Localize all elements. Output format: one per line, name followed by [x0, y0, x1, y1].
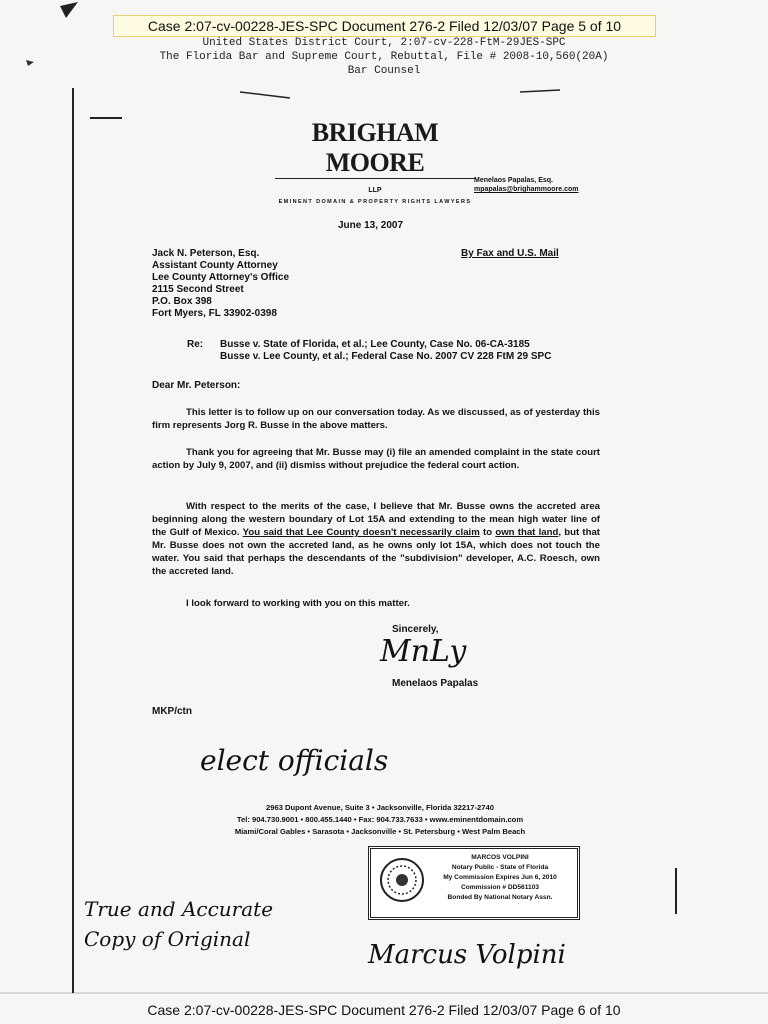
- para3-underlined-2: own that land: [495, 527, 559, 538]
- notary-name: MARCOS VOLPINI: [471, 854, 529, 861]
- notary-seal-icon: [379, 857, 425, 903]
- paragraph-3: [152, 500, 600, 578]
- case-header: Case 2:07-cv-00228-JES-SPC Document 276-2 Filed 12/03/07 Page 5 of 10: [113, 15, 656, 37]
- signer-name: Menelaos Papalas: [392, 678, 479, 689]
- author-block: [474, 176, 578, 194]
- recipient-line: Lee County Attorney's Office: [152, 272, 290, 283]
- recipient-line: Assistant County Attorney: [152, 260, 278, 271]
- closing: Sincerely,: [392, 624, 439, 635]
- case-footer: Case 2:07-cv-00228-JES-SPC Document 276-2 Filed 12/03/07 Page 6 of 10: [147, 1002, 621, 1018]
- para3-text-b: to: [479, 527, 496, 538]
- paragraph-1: This letter is to follow up on our conversation today. As we discussed, as of yesterday this firm represents Jorg R. Busse in the above matters.: [152, 407, 600, 431]
- salutation: Dear Mr. Peterson:: [152, 380, 241, 391]
- bar-counsel-line: Bar Counsel: [347, 65, 421, 77]
- notary-signature: Marcus Volpini: [368, 940, 566, 970]
- firm-tagline: EMINENT DOMAIN & PROPERTY RIGHTS LAWYERS: [278, 199, 472, 205]
- firm-suffix: LLP: [368, 187, 382, 194]
- address-footer: [150, 802, 610, 838]
- notary-line: Commission # DD561103: [460, 884, 540, 891]
- paragraph-2: Thank you for agreeing that Mr. Busse may (i) file an amended complaint in the state court action by July 9, 2007, and (ii) dismiss without prejudice the federal court action.: [152, 447, 600, 471]
- author-signature: MnLy: [380, 634, 467, 669]
- bar-line: The Florida Bar and Supreme Court, Rebuttal, File # 2008-10,560(20A): [159, 51, 609, 63]
- court-line: United States District Court, 2:07-cv-228-FtM-29JES-SPC: [202, 37, 566, 49]
- notary-line: Bonded By National Notary Assn.: [447, 894, 553, 901]
- recipient-block: [152, 248, 289, 320]
- offices-line: Miami/Coral Gables • Sarasota • Jacksonville • St. Petersburg • West Palm Beach: [234, 827, 526, 836]
- firm-name: BRIGHAM MOORE: [275, 118, 475, 179]
- paragraph-4: I look forward to working with you on this matter.: [186, 598, 410, 609]
- delivery-method: By Fax and U.S. Mail: [461, 248, 559, 259]
- para3-text-c: , but that Mr. Busse does not own the accreted land, as he owns only lot 15A, which does not touch the water. You said that perhaps the descendants of the "subdivision" developer, A.C. Roesch, own the accreted land.: [152, 527, 601, 577]
- re-line: Busse v. Lee County, et al.; Federal Case No. 2007 CV 228 FtM 29 SPC: [220, 351, 552, 362]
- re-label: Re:: [187, 339, 204, 350]
- author-name: Menelaos Papalas, Esq.: [474, 177, 553, 184]
- para3-underlined: You said that Lee County doesn't necessarily claim: [242, 527, 480, 538]
- re-line: Busse v. State of Florida, et al.; Lee County, Case No. 06-CA-3185: [220, 339, 530, 350]
- phone-line: Tel: 904.730.9001 • 800.455.1440 • Fax: 904.733.7633 • www.eminentdomain.com: [236, 815, 524, 824]
- author-email: mpapalas@brighammoore.com: [474, 186, 579, 193]
- certification-note: [84, 894, 273, 954]
- re-block: [220, 339, 551, 363]
- para3-text-a: With respect to the merits of the case, I believe that Mr. Busse owns the accreted area beginning along the western boundary of Lot 15A and extending to the mean high water line of the Gulf of Mexico.: [152, 501, 600, 538]
- certification-line: Copy of Original: [84, 927, 251, 951]
- notary-line: My Commission Expires Jun 6, 2010: [443, 874, 557, 881]
- address-line: 2963 Dupont Avenue, Suite 3 • Jacksonville, Florida 32217-2740: [266, 803, 494, 812]
- initials: MKP/ctn: [152, 706, 192, 717]
- recipient-line: P.O. Box 398: [152, 296, 212, 307]
- certification-line: True and Accurate: [84, 897, 274, 921]
- notary-line: Notary Public - State of Florida: [451, 864, 549, 871]
- handwritten-note: elect officials: [200, 744, 389, 777]
- notary-stamp: [368, 846, 580, 920]
- letter-date: June 13, 2007: [338, 220, 404, 231]
- notary-text: [429, 853, 571, 903]
- recipient-line: Jack N. Peterson, Esq.: [152, 248, 260, 259]
- recipient-line: 2115 Second Street: [152, 284, 244, 295]
- firm-logo: [275, 118, 475, 205]
- recipient-line: Fort Myers, FL 33902-0398: [152, 308, 277, 319]
